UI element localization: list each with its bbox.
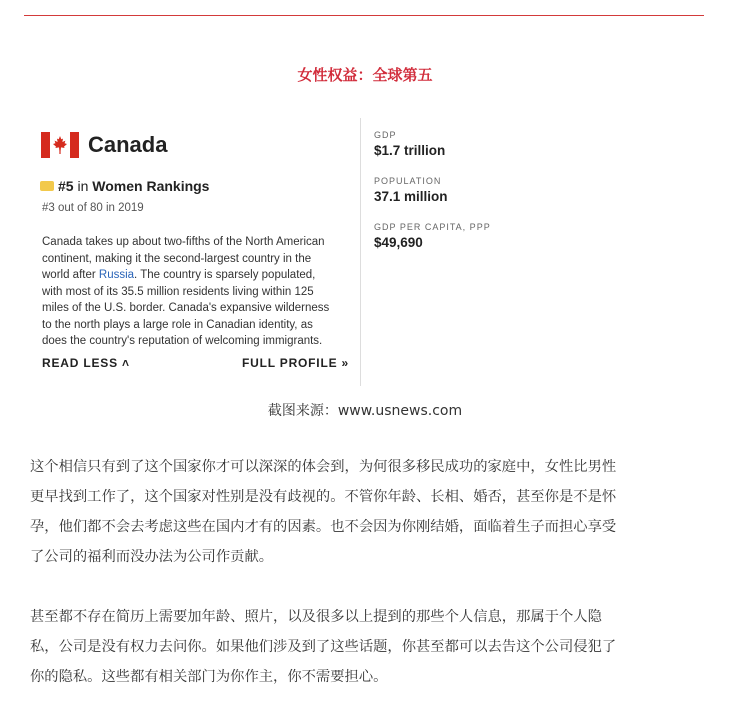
- rank-number: #5: [58, 178, 74, 194]
- read-less-button[interactable]: READ LESS ˄: [42, 356, 130, 370]
- country-profile-card: [36, 118, 506, 388]
- paragraph-line: 甚至都不存在简历上需要加年龄、照片，以及很多以上提到的那些个人信息，那属于个人隐: [30, 609, 602, 625]
- stat-value: 37.1 million: [374, 189, 448, 204]
- stat-label: POPULATION: [374, 176, 442, 186]
- description-line: world after Russia. The country is sparsely populated,: [42, 269, 316, 281]
- canada-flag-icon: [41, 132, 79, 158]
- paragraph-line: 这个相信只有到了这个国家你才可以深深的体会到，为何很多移民成功的家庭中，女性比男性: [30, 459, 617, 475]
- paragraph-1: [30, 452, 702, 572]
- stat-label: GDP PER CAPITA, PPP: [374, 222, 491, 232]
- rank-in: in: [77, 178, 89, 194]
- stat-gdp-per-capita: [374, 222, 491, 250]
- description-line: miles of the U.S. border. Canada's expansive wilderness: [42, 302, 330, 314]
- paragraph-line: 孕，他们都不会去考虑这些在国内才有的因素。也不会因为你刚结婚，面临着生子而担心享受: [30, 519, 617, 535]
- description-line: to the north plays a large role in Canadian identity, as: [42, 318, 313, 331]
- description-line: with most of its 35.5 million residents living within 125: [42, 285, 314, 298]
- section-title: 女性权益：全球第五: [297, 66, 433, 84]
- country-description: [42, 234, 352, 350]
- paragraph-line: 更早找到工作了，这个国家对性别是没有歧视的。不管你年龄、长相、婚否，甚至你是不是怀: [30, 489, 617, 505]
- paragraph-line: 了公司的福利而没办法为公司作贡献。: [30, 549, 274, 565]
- paragraph-2: [30, 602, 702, 692]
- stat-gdp: [374, 130, 445, 158]
- stat-label: GDP: [374, 130, 397, 140]
- ranking-badge-icon: [40, 181, 54, 191]
- paragraph-line: 私，公司是没有权力去问你。如果他们涉及到了这些话题，你甚至都可以去告这个公司侵犯了: [30, 639, 617, 655]
- description-line: does the country's reputation of welcoming immigrants.: [42, 335, 323, 347]
- rank-category: Women Rankings: [92, 178, 210, 194]
- vertical-divider: [360, 118, 361, 386]
- paragraph-line: 你的隐私。这些都有相关部门为你作主，你不需要担心。: [30, 669, 388, 685]
- women-ranking: [40, 178, 209, 194]
- stat-value: $1.7 trillion: [374, 143, 446, 158]
- rank-subtitle: #3 out of 80 in 2019: [42, 202, 144, 214]
- stat-population: [374, 176, 448, 204]
- description-line: Canada takes up about two-fifths of the North American: [42, 236, 325, 248]
- image-caption: 截图来源：www.usnews.com: [267, 403, 463, 419]
- country-name: Canada: [88, 132, 168, 157]
- russia-link[interactable]: Russia: [98, 269, 135, 281]
- stat-value: $49,690: [374, 235, 423, 250]
- top-divider: [24, 15, 704, 16]
- description-line: continent, making it the second-largest country in the: [42, 252, 312, 265]
- full-profile-link[interactable]: FULL PROFILE »: [242, 356, 349, 370]
